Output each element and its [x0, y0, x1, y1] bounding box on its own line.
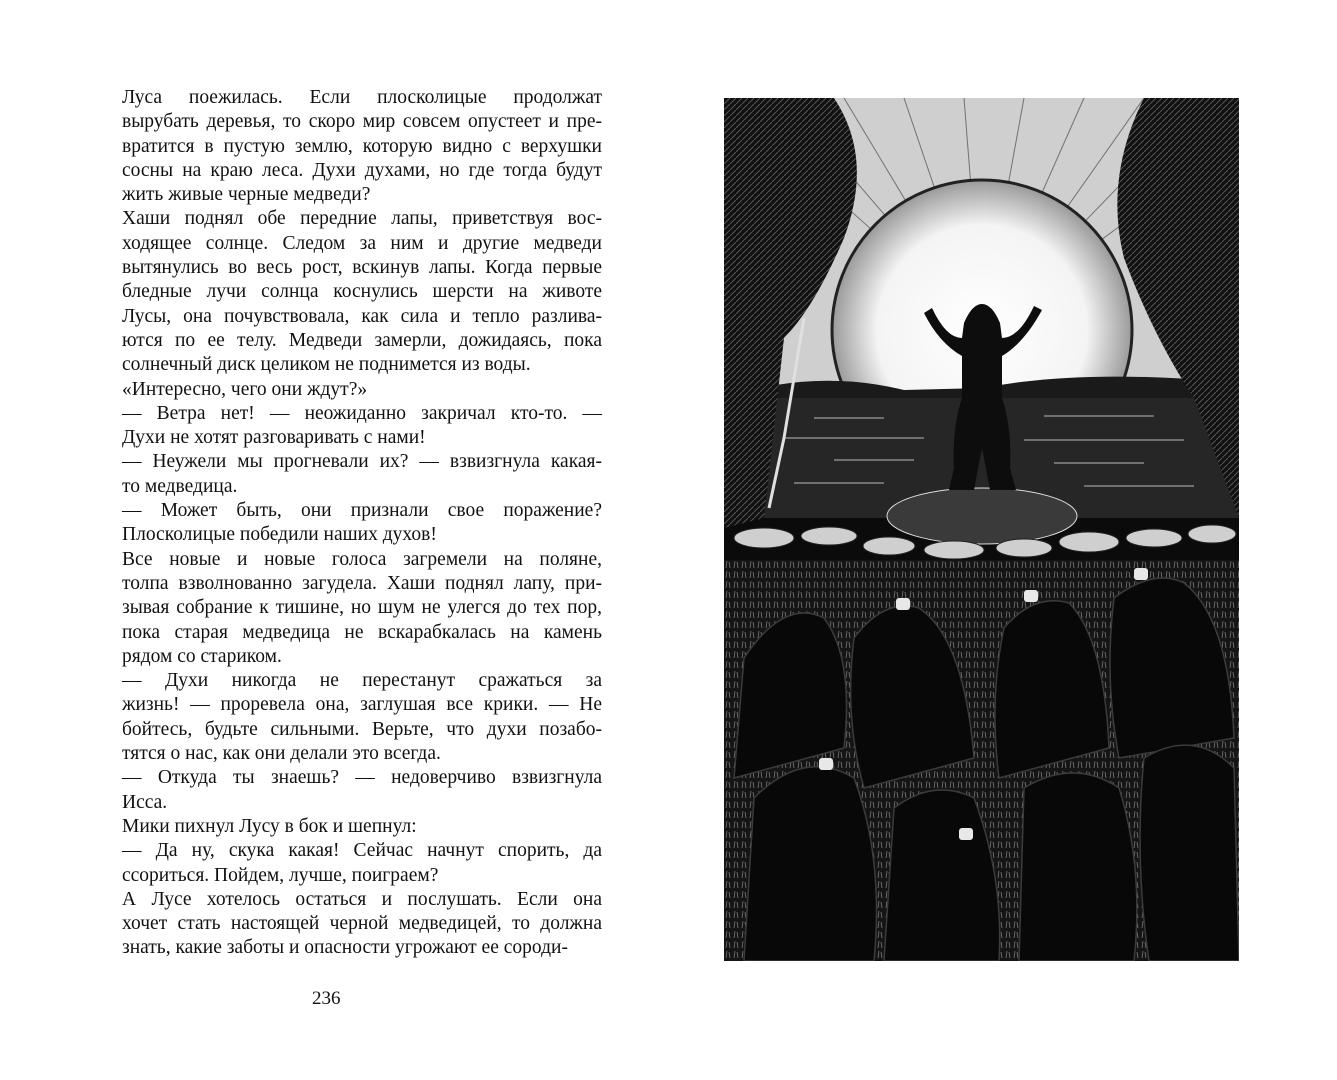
text-line: бледные лучи солнца коснулись шерсти на животе	[122, 281, 602, 303]
paragraph	[98, 815, 602, 839]
paragraph	[98, 378, 602, 402]
text-line: Все новые и новые голоса загремели на поляне,	[122, 548, 602, 570]
text-line: — Неужели мы прогневали их? — взвизгнула какая-	[122, 451, 602, 473]
text-line: пока старая медведица не вскарабкалась на камень	[122, 621, 602, 643]
text-line: жизнь! — проревела она, заглушая все крики. — Не	[122, 694, 602, 716]
text-line: солнечный диск целиком не поднимется из воды.	[122, 354, 531, 376]
text-line: «Интересно, чего они ждут?»	[122, 378, 368, 400]
text-line: то медведица.	[122, 475, 238, 497]
paragraph	[98, 402, 602, 451]
text-line: жить живые черные медведи?	[122, 184, 371, 206]
paragraph	[98, 86, 602, 207]
paragraph	[98, 450, 602, 499]
text-column	[98, 86, 602, 961]
illustration-bears-sunrise	[724, 98, 1239, 961]
text-line: — Откуда ты знаешь? — недоверчиво взвизгнула	[122, 767, 602, 789]
text-line: Плосколицые победили наших духов!	[122, 524, 437, 546]
text-line: вратится в пустую землю, которую видно с верхушки	[122, 135, 602, 157]
rock	[887, 488, 1077, 544]
text-line: — Может быть, они признали свое поражение?	[122, 500, 602, 522]
text-line: — Духи никогда не перестанут сражаться за	[122, 670, 602, 692]
text-line: — Ветра нет! — неожиданно закричал кто-то. —	[122, 402, 602, 424]
illustration-svg	[724, 98, 1239, 961]
text-line: бойтесь, будьте сильными. Верьте, что духи позабо-	[122, 718, 602, 740]
text-line: Лусы, она почувствовала, как сила и тепло разлива-	[122, 305, 602, 327]
text-line: Духи не хотят разговаривать с нами!	[122, 427, 426, 449]
paragraph	[98, 499, 602, 548]
text-line: тятся о нас, как они делали это всегда.	[122, 743, 441, 765]
text-line: — Да ну, скука какая! Сейчас начнут спорить, да	[122, 840, 602, 862]
text-line: хочет стать настоящей черной медведицей, то должна	[122, 913, 602, 935]
text-line: Мики пихнул Лусу в бок и шепнул:	[122, 815, 417, 837]
paragraph	[98, 766, 602, 815]
text-line: Исса.	[122, 791, 168, 813]
text-line: зывая собрание к тишине, но шум не улегся до тех пор,	[122, 597, 602, 619]
text-line: знать, какие заботы и опасности угрожают ее сороди-	[122, 937, 568, 959]
text-line: ются по ее телу. Медведи замерли, дожидаясь, пока	[122, 329, 602, 351]
text-line: ходящее солнце. Следом за ним и другие медведи	[122, 232, 602, 254]
text-line: сосны на краю леса. Духи духами, но где тогда будут	[122, 159, 602, 181]
text-line: Луса поежилась. Если плосколицые продолжат	[122, 87, 602, 108]
paragraph	[98, 888, 602, 961]
paragraph	[98, 669, 602, 766]
text-line: вырубать деревья, то скоро мир совсем опустеет и пре-	[122, 111, 602, 133]
text-line: ссориться. Пойдем, лучше, поиграем?	[122, 864, 439, 886]
paragraph	[98, 548, 602, 669]
text-line: А Лусе хотелось остаться и послушать. Если она	[122, 888, 602, 910]
page-number: 236	[312, 988, 341, 1009]
text-line: рядом со стариком.	[122, 645, 282, 667]
text-line: толпа взволнованно загудела. Хаши поднял лапу, при-	[122, 572, 602, 594]
paragraph	[98, 207, 602, 377]
paragraph	[98, 839, 602, 888]
text-line: вытянулись во весь рост, вскинув лапы. Когда первые	[122, 257, 602, 279]
text-line: Хаши поднял обе передние лапы, приветствуя вос-	[122, 208, 602, 230]
